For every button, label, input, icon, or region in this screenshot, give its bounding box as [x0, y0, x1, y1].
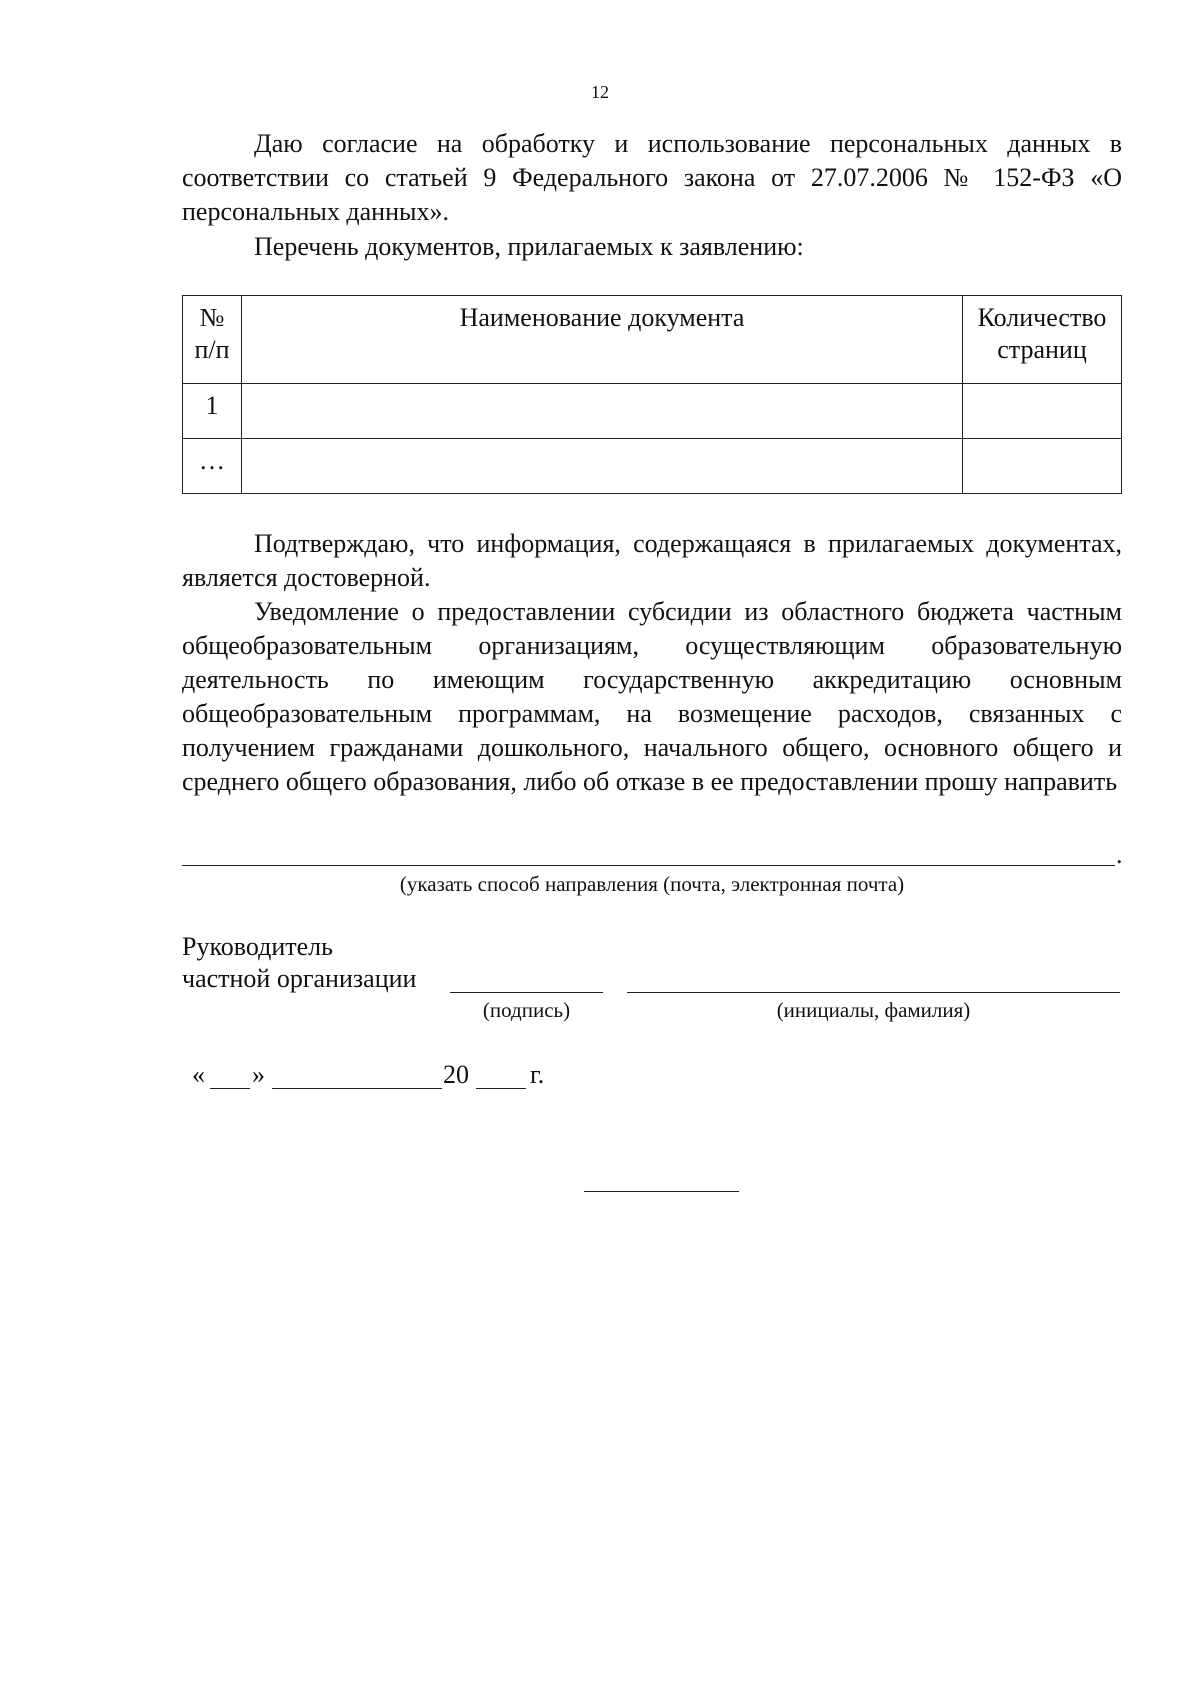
confirm-paragraph: Подтверждаю, что информация, содержащаяся в прилагаемых документах, является достоверной.	[182, 529, 1122, 592]
signatory-role-line2: частной организации	[182, 964, 417, 993]
page-number: 12	[591, 82, 609, 102]
table-row	[183, 384, 1122, 439]
date-month-line	[272, 1088, 442, 1089]
row-page-count	[963, 384, 1122, 439]
table-header-row	[183, 296, 1122, 384]
signatory-role-line1: Руководитель	[182, 932, 333, 961]
row-document-name	[242, 384, 963, 439]
date-year-prefix: 20	[443, 1060, 469, 1089]
name-caption: (инициалы, фамилия)	[776, 998, 971, 1022]
row-number: 1	[183, 384, 242, 439]
date-day-line	[210, 1088, 250, 1089]
row-document-name	[242, 439, 963, 494]
signature-caption: (подпись)	[482, 998, 571, 1022]
documents-table	[182, 295, 1122, 494]
row-number: …	[183, 439, 242, 494]
header-number: № п/п	[183, 296, 242, 384]
end-separator-line	[584, 1191, 739, 1192]
date-year-line	[476, 1088, 526, 1089]
notification-paragraph: Уведомление о предоставлении субсидии из областного бюджета частным общеобразовательным организациям, осуществляющим образовательную деятельность по имеющим государственную аккредитацию основным общеобразовательным программам, на возмещение расходов, связанных с получением гражданами дошкольного, начального общего, основного общего и среднего общего образования, либо об отказе в ее предоставлении прошу направить	[182, 597, 1122, 796]
signature-line	[450, 992, 603, 993]
header-document-name: Наименование документа	[242, 296, 963, 384]
date-close-quote: »	[252, 1060, 265, 1089]
end-period: .	[1116, 840, 1123, 869]
name-line	[627, 992, 1120, 993]
date-year-suffix: г.	[530, 1060, 545, 1089]
delivery-method-caption: (указать способ направления (почта, электронная почта)	[399, 872, 905, 896]
header-page-count: Количество страниц	[963, 296, 1122, 384]
delivery-method-line	[182, 865, 1115, 866]
row-page-count	[963, 439, 1122, 494]
date-open-quote: «	[192, 1060, 205, 1089]
table-row	[183, 439, 1122, 494]
consent-paragraph: Даю согласие на обработку и использование персональных данных в соответствии со статьей 9 Федерального закона от 27.07.2006 № 152-ФЗ «О персональных данных».	[182, 129, 1122, 226]
documents-list-intro: Перечень документов, прилагаемых к заявлению:	[254, 232, 804, 261]
